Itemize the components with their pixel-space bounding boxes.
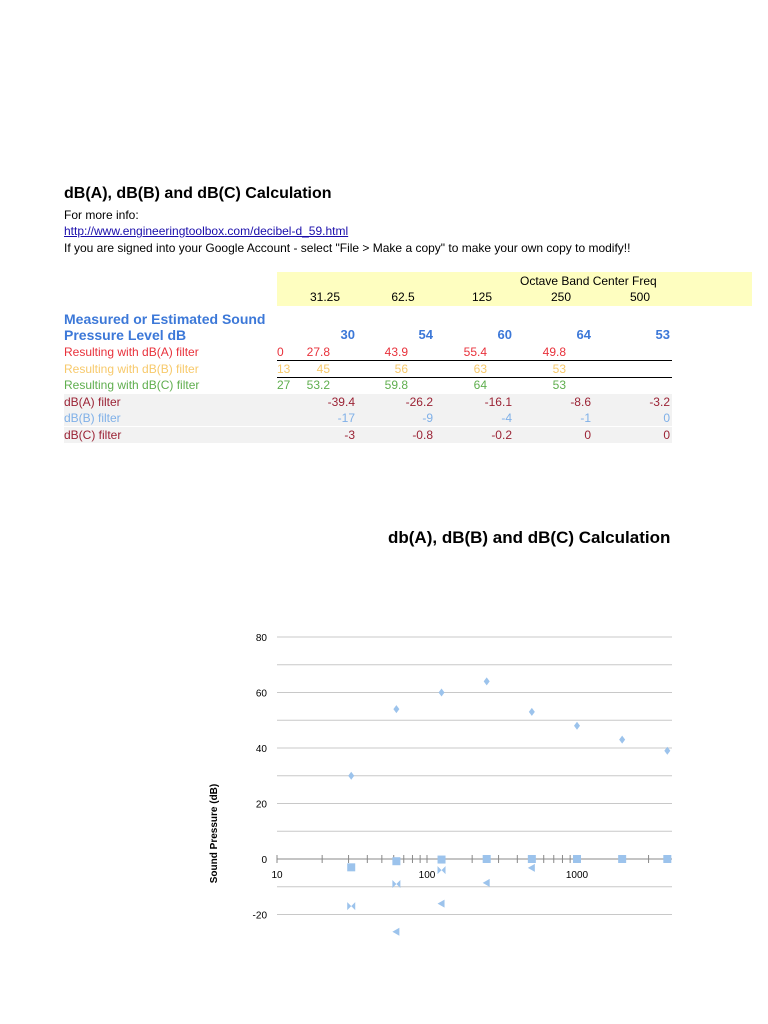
row-first-value: 27 xyxy=(277,378,291,392)
data-point-measured xyxy=(619,736,625,744)
copy-note: If you are signed into your Google Account - select "File > Make a copy" to make your own copy to modify!! xyxy=(64,241,631,255)
row-cell: -9 xyxy=(422,411,433,425)
sheet-title: dB(A), dB(B) and dB(C) Calculation xyxy=(64,185,332,202)
y-tick-label: 60 xyxy=(255,688,267,700)
row-cell: -16.1 xyxy=(484,395,512,409)
row-cell: -0.2 xyxy=(491,428,512,442)
band-header: Octave Band Center Freq xyxy=(520,274,657,288)
frequency-header: 31.25 xyxy=(309,290,341,304)
measured-value: 64 xyxy=(576,327,591,342)
row-cell: 53 xyxy=(552,378,566,392)
y-tick-label: 20 xyxy=(255,799,267,811)
row-label: dB(A) filter xyxy=(64,395,121,409)
data-point-dba xyxy=(528,864,535,872)
x-tick-label: 100 xyxy=(418,870,436,881)
row-cell: 45 xyxy=(316,362,330,376)
row-first-value: 0 xyxy=(277,345,284,359)
row-cell: 53 xyxy=(552,362,566,376)
row-cell: 63 xyxy=(473,362,487,376)
row-cell: -17 xyxy=(337,411,355,425)
row-label: Resulting with dB(A) filter xyxy=(64,345,199,359)
measured-label-line-1: Measured or Estimated Sound xyxy=(64,311,266,327)
row-cell: 55.4 xyxy=(463,345,487,359)
measured-value: 30 xyxy=(340,327,355,342)
data-point-dbc xyxy=(618,855,626,863)
data-point-dbc xyxy=(392,857,400,865)
data-point-dba xyxy=(392,928,399,936)
measured-value: 54 xyxy=(418,327,433,342)
measured-value: 60 xyxy=(497,327,512,342)
frequency-header: 500 xyxy=(629,290,651,304)
data-point-measured xyxy=(484,677,490,685)
x-tick-label: 10 xyxy=(271,870,283,881)
data-point-dbb xyxy=(438,866,446,874)
row-cell: 49.8 xyxy=(542,345,566,359)
data-point-dbc xyxy=(528,855,536,863)
row-cell: 0 xyxy=(663,411,670,425)
data-point-dbc xyxy=(663,855,671,863)
info-link[interactable]: http://www.engineeringtoolbox.com/decibel-d_59.html xyxy=(64,224,349,238)
data-point-measured xyxy=(439,689,445,697)
data-point-dba xyxy=(438,900,445,908)
data-point-dbc xyxy=(347,863,355,871)
row-cell: -26.2 xyxy=(405,395,433,409)
row-cell: 56 xyxy=(394,362,408,376)
y-tick-label: -20 xyxy=(252,910,267,922)
data-point-dbb xyxy=(347,902,355,910)
measured-value: 53 xyxy=(655,327,670,342)
frequency-header: 250 xyxy=(550,290,572,304)
y-axis-label: Sound Pressure (dB) xyxy=(209,783,221,884)
row-label: Resulting with dB(C) filter xyxy=(64,378,200,392)
y-tick-label: 80 xyxy=(255,633,267,644)
row-label: dB(C) filter xyxy=(64,428,122,442)
data-point-measured xyxy=(348,772,354,780)
measured-label-line-2: Pressure Level dB xyxy=(64,327,187,343)
row-cell: 27.8 xyxy=(306,345,330,359)
x-tick-label: 1000 xyxy=(565,870,589,881)
data-point-dba xyxy=(483,879,490,887)
row-cell: -0.8 xyxy=(412,428,433,442)
frequency-header: 125 xyxy=(471,290,493,304)
row-cell: 0 xyxy=(584,428,591,442)
row-cell: -39.4 xyxy=(327,395,355,409)
frequency-header: 62.5 xyxy=(391,290,415,304)
row-cell: -1 xyxy=(580,411,591,425)
row-label: dB(B) filter xyxy=(64,411,121,425)
info-label: For more info: xyxy=(64,208,139,222)
row-cell: 53.2 xyxy=(306,378,330,392)
row-cell: 43.9 xyxy=(384,345,408,359)
data-point-measured xyxy=(529,708,535,716)
row-cell: -8.6 xyxy=(570,395,591,409)
data-point-dbc xyxy=(483,855,491,863)
y-tick-label: 0 xyxy=(261,855,267,866)
chart-title: db(A), dB(B) and dB(C) Calculation xyxy=(388,528,671,547)
data-point-dbc xyxy=(573,855,581,863)
data-point-measured xyxy=(393,705,399,713)
row-cell: 64 xyxy=(473,378,487,392)
row-label: Resulting with dB(B) filter xyxy=(64,362,199,376)
data-point-dbc xyxy=(438,856,446,864)
row-cell: 0 xyxy=(663,428,670,442)
row-first-value: 13 xyxy=(277,362,291,376)
y-tick-label: 40 xyxy=(255,744,267,755)
row-cell: -3 xyxy=(344,428,355,442)
row-cell: -3.2 xyxy=(649,395,670,409)
row-cell: 59.8 xyxy=(384,378,408,392)
row-cell: -4 xyxy=(501,411,512,425)
data-point-measured xyxy=(574,722,580,730)
